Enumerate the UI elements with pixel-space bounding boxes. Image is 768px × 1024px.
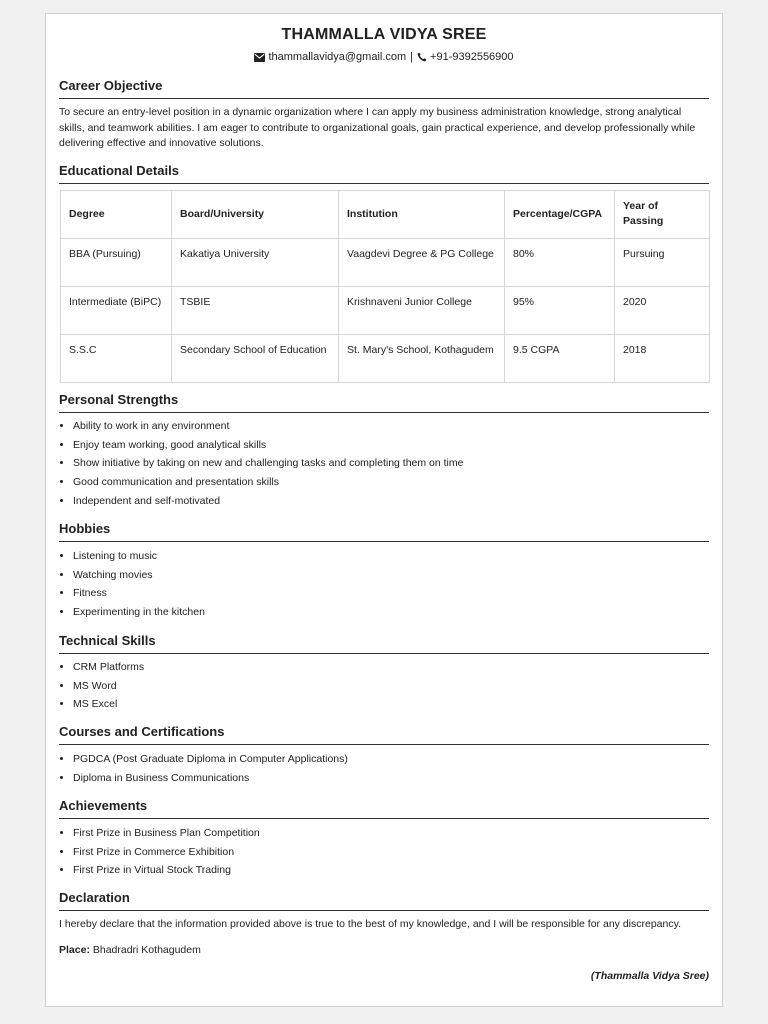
phone-icon [417,52,427,62]
place-line [59,944,201,956]
table-cell: Intermediate (BiPC) [61,286,172,334]
table-cell: St. Mary's School, Kothagudem [339,334,505,382]
table-cell: Secondary School of Education [172,334,339,382]
column-header: Percentage/CGPA [505,191,615,239]
column-header: Degree [61,191,172,239]
hobbies-heading: Hobbies [59,521,709,542]
courses-heading: Courses and Certifications [59,724,709,745]
table-cell: 95% [505,286,615,334]
envelope-icon [254,53,265,62]
table-cell: Kakatiya University [172,238,339,286]
list-item: • Good communication and presentation skills [73,473,463,492]
education-heading: Educational Details [59,163,709,184]
table-cell: 9.5 CGPA [505,334,615,382]
column-header: Institution [339,191,505,239]
phone-text[interactable]: +91-9392556900 [430,51,514,63]
list-item: • First Prize in Virtual Stock Trading [73,861,260,880]
list-item: • CRM Platforms [73,658,144,677]
technical-skills-list [59,658,144,714]
list-item: • Experimenting in the kitchen [73,603,205,622]
education-table [60,190,710,383]
table-cell: 80% [505,238,615,286]
list-item: • PGDCA (Post Graduate Diploma in Computer Applications) [73,750,348,769]
strengths-heading: Personal Strengths [59,392,709,413]
list-item: • Fitness [73,584,205,603]
column-header: Board/University [172,191,339,239]
list-item: • Diploma in Business Communications [73,769,348,788]
resume-page [45,13,723,1007]
contact-separator: | [410,51,414,63]
list-item: • First Prize in Commerce Exhibition [73,843,260,862]
list-item: • Watching movies [73,566,205,585]
place-value: Bhadradri Kothagudem [92,944,201,956]
achievements-list [59,824,260,880]
list-item: • Ability to work in any environment [73,417,463,436]
table-row [61,334,710,382]
career-objective-text: To secure an entry-level position in a dynamic organization where I can apply my business administration knowledge, strong analytical skills, and teamwork abilities. I am eager to contribute to organizational goals, gain practical experience, and develop professionally while delivering effective and innovative solutions. [59,106,696,149]
place-label: Place: [59,944,90,956]
table-cell: Vaagdevi Degree & PG College [339,238,505,286]
technical-skills-heading: Technical Skills [59,633,709,654]
table-cell: Pursuing [615,238,710,286]
list-item: • Listening to music [73,547,205,566]
career-objective-heading: Career Objective [59,78,709,99]
table-cell: 2018 [615,334,710,382]
table-cell: TSBIE [172,286,339,334]
table-cell: Krishnaveni Junior College [339,286,505,334]
table-cell: S.S.C [61,334,172,382]
email-text[interactable]: thammallavidya@gmail.com [268,51,407,63]
achievements-heading: Achievements [59,798,709,819]
list-item: • MS Excel [73,695,144,714]
contact-line [46,51,722,63]
list-item: • Enjoy team working, good analytical skills [73,436,463,455]
table-cell: 2020 [615,286,710,334]
list-item: • MS Word [73,677,144,696]
courses-list [59,750,348,787]
hobbies-list [59,547,205,622]
declaration-heading: Declaration [59,890,709,911]
signature: (Thammalla Vidya Sree) [590,970,709,982]
list-item: • Show initiative by taking on new and challenging tasks and completing them on time [73,454,463,473]
candidate-name: THAMMALLA VIDYA SREE [281,26,487,43]
list-item: • Independent and self-motivated [73,492,463,511]
education-table-header [61,191,710,239]
strengths-list [59,417,463,511]
table-row [61,238,710,286]
table-row [61,286,710,334]
column-header: Year of Passing [615,191,710,239]
declaration-text: I hereby declare that the information provided above is true to the best of my knowledge, and I will be responsible for any discrepancy. [59,918,681,930]
list-item: • First Prize in Business Plan Competition [73,824,260,843]
table-cell: BBA (Pursuing) [61,238,172,286]
